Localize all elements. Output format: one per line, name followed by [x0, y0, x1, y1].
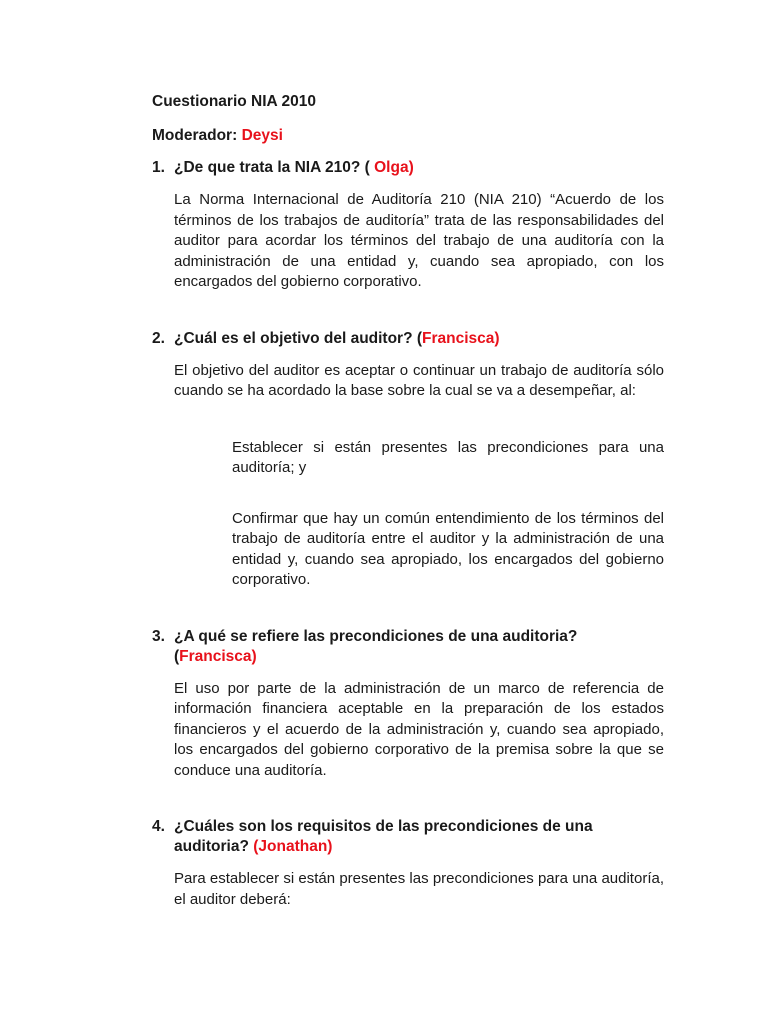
question-4: [152, 817, 664, 857]
answer-1: La Norma Internacional de Auditoría 210 (NIA 210) “Acuerdo de los términos de los trabajos de auditoría” trata de las responsabilidades del auditor para acordar los términos del trabajo de una auditoría con la administración de una entidad y, cuando sea apropiado, con los encargados del gobierno corporativo.: [174, 191, 664, 290]
question-3: [152, 627, 664, 667]
question-number: 1.: [152, 159, 165, 176]
question-label: ¿Cuál es el objetivo del auditor? (: [174, 329, 423, 347]
answer-2-sub-item-1: Establecer si están presentes las precondiciones para una auditoría; y: [232, 438, 664, 476]
question-text: [174, 329, 664, 349]
document-title: Cuestionario NIA 2010: [152, 93, 316, 110]
question-text: [174, 158, 664, 178]
spacer: [152, 591, 664, 627]
question-author: Francisca): [179, 647, 257, 665]
answer-2: El objetivo del auditor es aceptar o continuar un trabajo de auditoría sólo cuando se ha acordado la base sobre la cual se va a desempeñar, al:: [174, 361, 664, 399]
question-label: ¿De que trata la NIA 210? (: [174, 159, 375, 176]
question-author: (Jonathan): [253, 838, 333, 855]
answer-3: El uso por parte de la administración de un marco de referencia de información financiera aceptable en la preparación de los estados financieros y el acuerdo de la administración y, cuando sea apropiado, los encargados del gobierno corporativo de la premisa sobre la que se conduce una auditoría.: [174, 679, 664, 779]
question-label: ¿Cuáles son los requisitos de las precondiciones de una auditoria?: [174, 818, 593, 855]
answer-4: Para establecer si están presentes las precondiciones para una auditoría, el auditor deberá:: [174, 870, 664, 908]
spacer: [152, 293, 664, 329]
question-author: Francisca): [422, 329, 500, 347]
moderator-name: Deysi: [241, 127, 283, 144]
question-number: 4.: [152, 818, 165, 835]
question-2: [152, 329, 664, 349]
question-text: [174, 627, 664, 667]
question-author: Olga): [374, 159, 414, 176]
question-number: 2.: [152, 329, 165, 347]
question-label: ¿A qué se refiere las precondiciones de una auditoria? (: [174, 627, 578, 665]
moderator-label: Moderador:: [152, 127, 242, 144]
spacer: [152, 402, 664, 438]
question-number: 3.: [152, 627, 165, 645]
question-1: [152, 158, 664, 178]
answer-2-sub-item-2: Confirmar que hay un común entendimiento de los términos del trabajo de auditoría entre el auditor y la administración de una entidad y, cuando sea apropiado, los encargados del gobierno corporativo.: [232, 509, 664, 588]
moderator-line: [152, 126, 664, 146]
spacer: [152, 781, 664, 817]
question-text: [174, 817, 664, 857]
spacer: [152, 479, 664, 509]
